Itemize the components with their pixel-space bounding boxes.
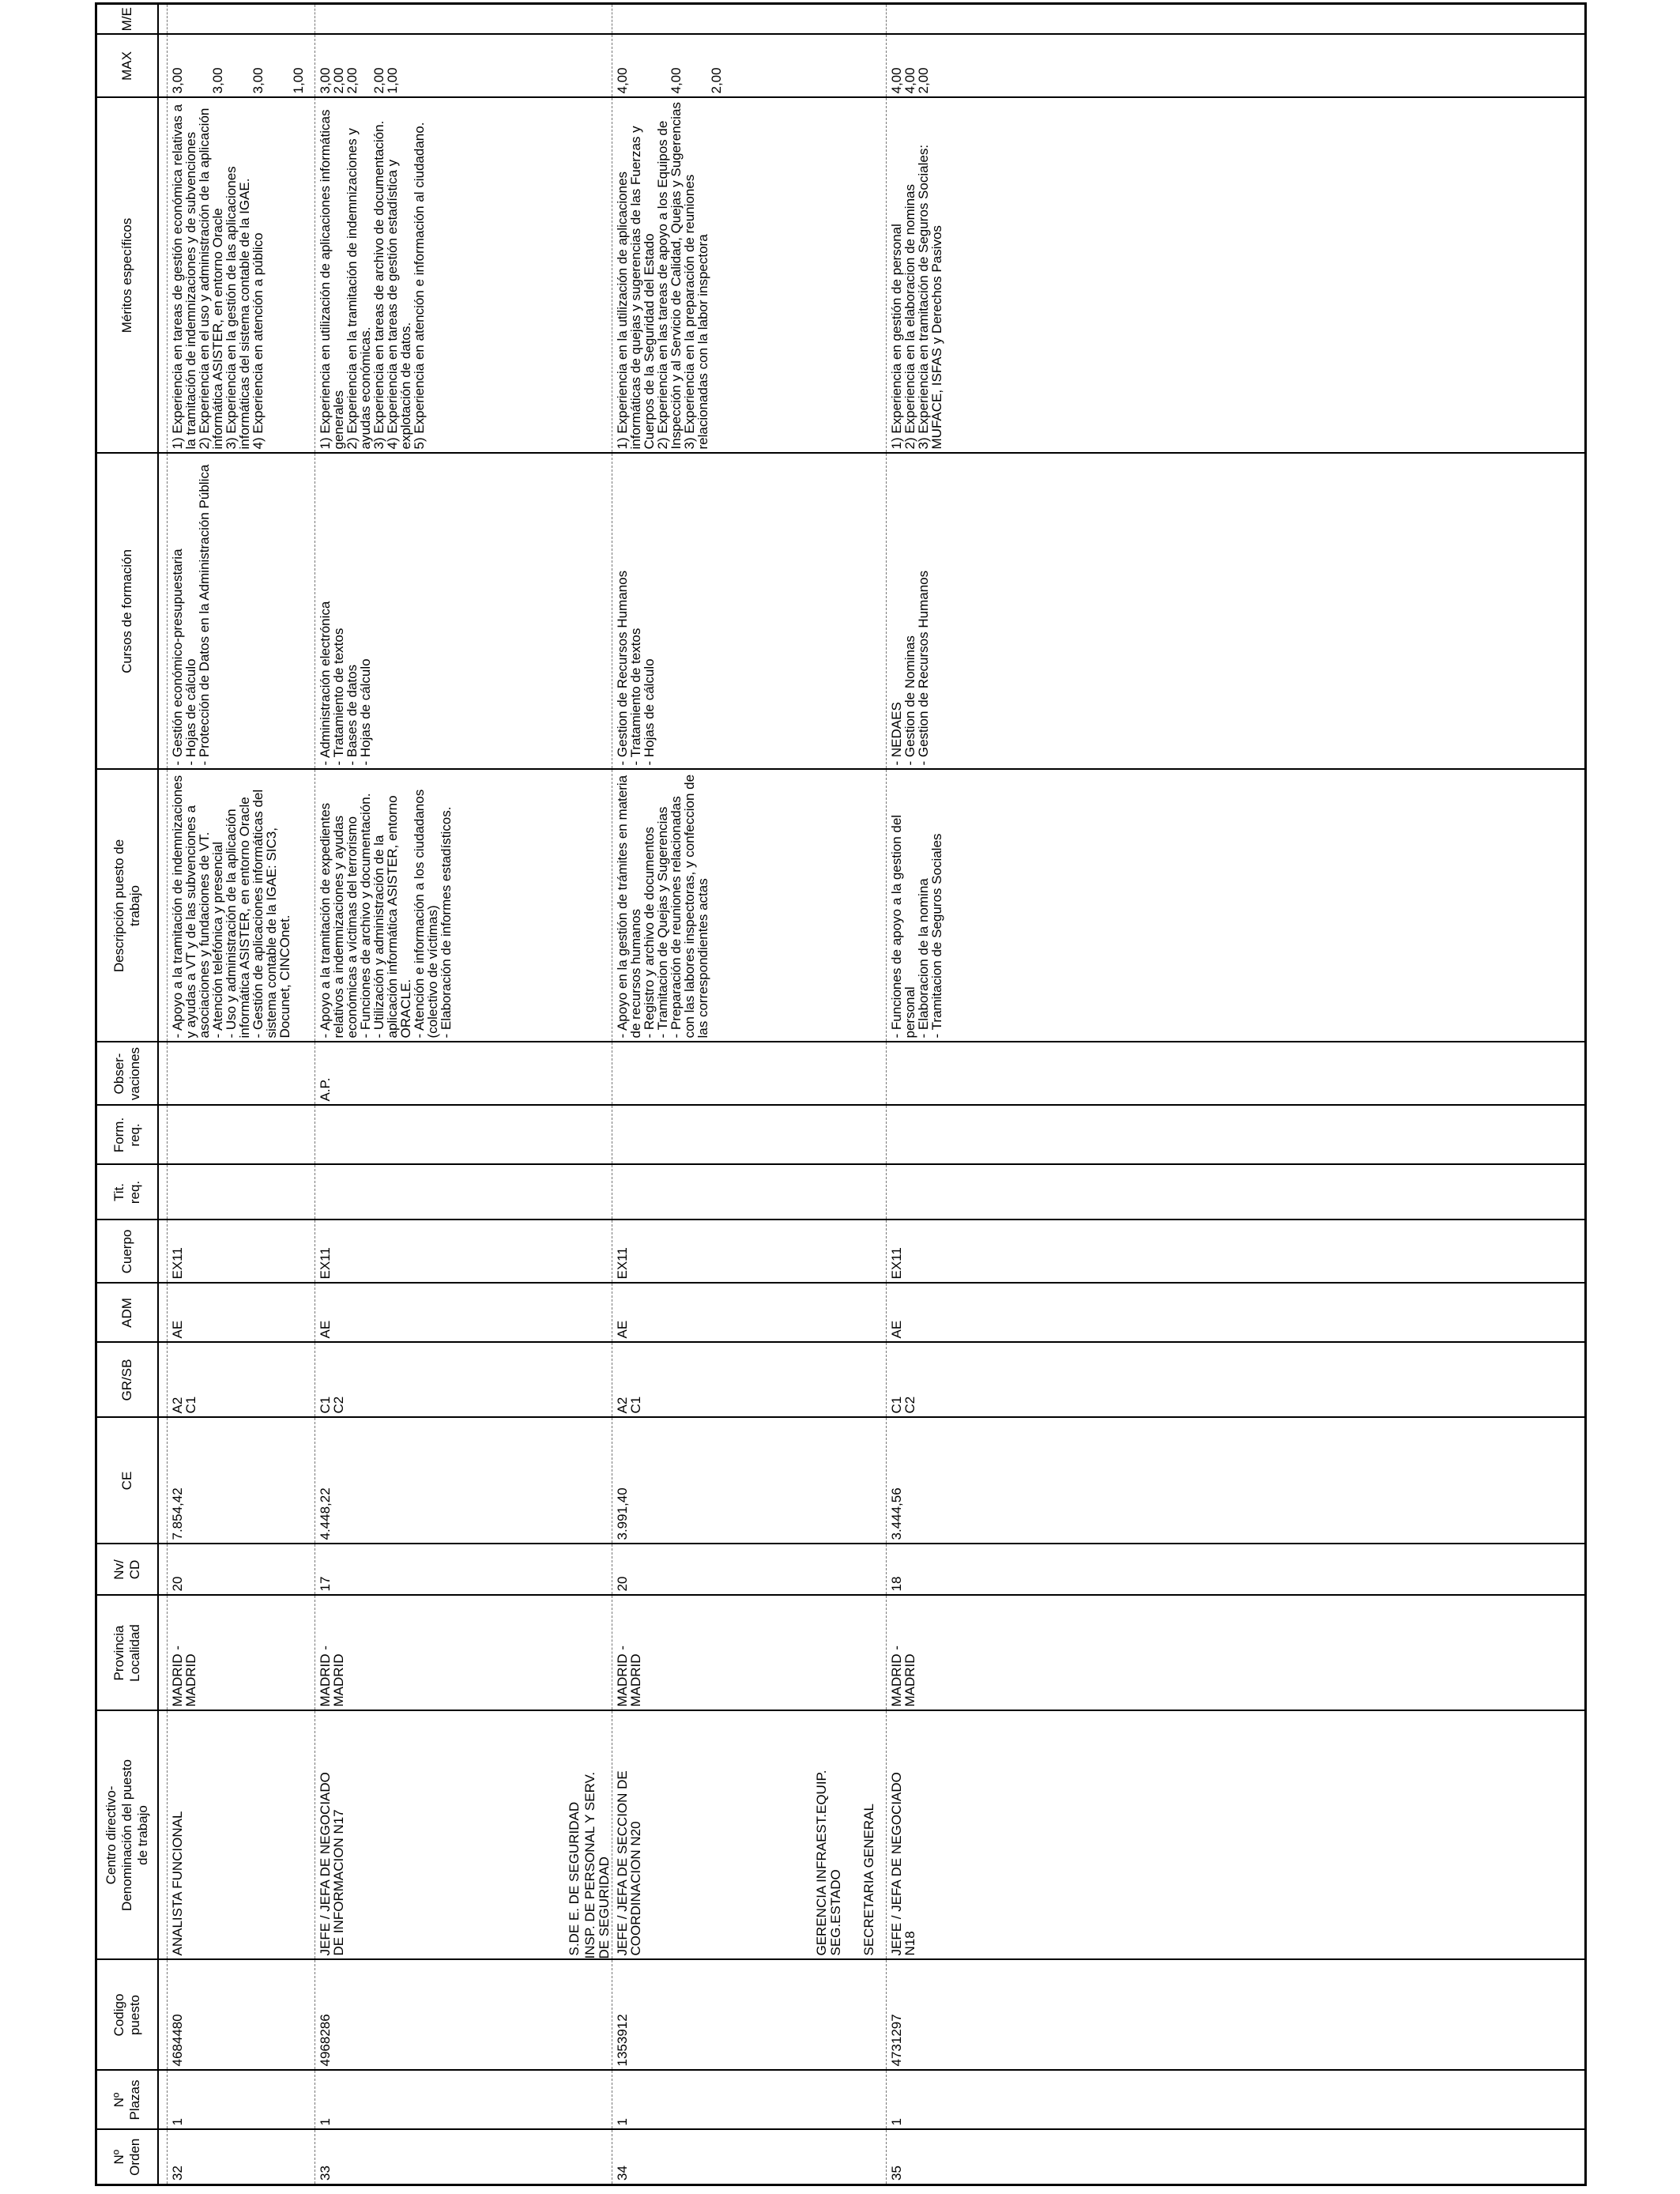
grsb-cell: A2 C1 (612, 1343, 879, 1418)
denominacion-cell: JEFE / JEFA DE NEGOCIADO N18 (887, 1711, 946, 1960)
max-cell: 3,00 3,00 3,00 1,00 (168, 35, 307, 98)
rotated-page (95, 5, 1593, 2186)
provincia-cell: MADRID - MADRID (168, 1596, 307, 1711)
codigo-cell: 1353912 (612, 1960, 879, 2071)
denominacion-cell: ANALISTA FUNCIONAL (168, 1711, 307, 1960)
cursos-cell: - Gestion de Recursos Humanos - Tratamiento de textos - Hojas de cálculo (612, 454, 879, 770)
cursos-cell: - NEDAES - Gestion de Nominas - Gestion de Recursos Humanos (887, 454, 946, 770)
max-cell: 4,00 4,00 2,00 (887, 35, 946, 98)
cuerpo-cell: EX11 (887, 1220, 946, 1284)
obs-cell: A.P. (315, 1042, 584, 1106)
descripcion-cell: - Apoyo a la tramitación de expedientes relativos a indemnizaciones y ayudas económicas a víctimas del terrorismo - Funciones de archivo y documentación. - Utilización y administración de la aplicación informática ASISTER, entorno ORACLE. - Atención e información a los ciudadanos (colectivo de víctimas) - Elaboración de informes estadísticos. (315, 770, 584, 1042)
obs-cell (168, 1042, 307, 1106)
grsb-cell: C1 C2 (315, 1343, 584, 1418)
adm-cell: AE (168, 1284, 307, 1343)
denominacion-cell (315, 1711, 584, 1960)
orden-cell: 32 (168, 2130, 307, 2185)
meritos-cell: 1) Experiencia en la utilización de aplicaciones informáticas de quejas y sugerencias de las Fuerzas y Cuerpos de la Seguridad del Estado 2) Experiencia en las tareas de apoyo a los Equipos de Inspección y al Servicio de Calidad, Quejas y Sugerencias 3) Experiencia en la preparación de reuniones relacionadas con la labor inspectora (612, 98, 879, 454)
table-row (887, 4, 946, 2185)
me-cell (168, 4, 307, 35)
nivel-cell: 17 (315, 1544, 584, 1596)
adm-cell: AE (887, 1284, 946, 1343)
col-adm-header: ADM (96, 1284, 159, 1343)
nivel-cell: 18 (887, 1544, 946, 1596)
col-form-header: Form. req. (96, 1106, 159, 1165)
cuerpo-cell: EX11 (168, 1220, 307, 1284)
col-grsb-header: GR/SB (96, 1343, 159, 1418)
col-tit-header: Tit. req. (96, 1165, 159, 1220)
me-cell (315, 4, 584, 35)
ce-cell: 7.854,42 (168, 1418, 307, 1544)
col-me-header: M/E (96, 4, 159, 35)
me-cell (612, 4, 879, 35)
descripcion-cell: - Funciones de apoyo a la gestion del personal - Elaboracion de la nomina - Tramitacion de Seguros Sociales (887, 770, 946, 1042)
col-descripcion-header: Descripción puesto de trabajo (96, 770, 159, 1042)
denominacion-text: JEFE / JEFA DE NEGOCIADO DE INFORMACION N17 (318, 1772, 346, 1956)
cursos-cell: - Administración electrónica - Tratamiento de textos - Bases de datos - Hojas de cálculo (315, 454, 584, 770)
cuerpo-cell: EX11 (612, 1220, 879, 1284)
col-denominacion-header: Centro directivo- Denominación del puesto de trabajo (96, 1711, 159, 1960)
meritos-cell: 1) Experiencia en gestión de personal 2) Experiencia en la elaboracion de nominas 3) Experiencia en tramitación de Seguros Sociales: MUFACE, ISFAS y Derechos Pasivos (887, 98, 946, 454)
nivel-cell: 20 (168, 1544, 307, 1596)
positions-table (95, 2, 1587, 2186)
form-cell (168, 1106, 307, 1165)
col-meritos-header: Méritos específicos (96, 98, 159, 454)
col-obs-header: Obser- vaciones (96, 1042, 159, 1106)
form-cell (887, 1106, 946, 1165)
denominacion-text: JEFE / JEFA DE SECCION DE COORDINACION N20 (615, 1770, 643, 1956)
ce-cell: 3.991,40 (612, 1418, 879, 1544)
tit-cell (315, 1165, 584, 1220)
group-header-secretaria: SECRETARIA GENERAL (861, 1804, 876, 1956)
table-row (168, 4, 307, 2185)
me-cell (887, 4, 946, 35)
codigo-cell: 4684480 (168, 1960, 307, 2071)
descripcion-cell: - Apoyo a la tramitación de indemnizaciones y ayudas a VT y de las subvenciones a asociaciones y fundaciones de VT. - Atención telefónica y presencial - Uso y administración de la aplicación informática ASISTER, en entorno Oracle - Gestión de aplicaciones informáticas del sistema contable de la IGAE: SIC3, Docunet, CINCOnet. (168, 770, 307, 1042)
adm-cell: AE (315, 1284, 584, 1343)
tit-cell (168, 1165, 307, 1220)
col-plazas-header: Nº Plazas (96, 2071, 159, 2130)
table-row (315, 4, 584, 2185)
ce-cell: 4.448,22 (315, 1418, 584, 1544)
obs-cell (612, 1042, 879, 1106)
plazas-cell: 1 (612, 2071, 879, 2130)
orden-cell: 35 (887, 2130, 946, 2185)
plazas-cell: 1 (887, 2071, 946, 2130)
nivel-cell: 20 (612, 1544, 879, 1596)
max-cell: 4,00 4,00 2,00 (612, 35, 879, 98)
group-header-seg-estado: S.DE E. DE SEGURIDAD (567, 1801, 582, 1956)
meritos-cell: 1) Experiencia en tareas de gestión económica relativas a la tramitación de indemnizaciones y de subvenciones 2) Experiencia en el uso y administración de la aplicación informática ASISTER, en entorno Oracle 3) Experiencia en la gestión de las aplicaciones informáticas del sistema contable de la IGAE. 4) Experiencia en atención a público (168, 98, 307, 454)
ce-cell: 3.444,56 (887, 1418, 946, 1544)
orden-cell: 33 (315, 2130, 584, 2185)
codigo-cell: 4968286 (315, 1960, 584, 2071)
cursos-cell: - Gestión económico-presupuestaria - Hojas de cálculo - Protección de Datos en la Administración Pública (168, 454, 307, 770)
orden-cell: 34 (612, 2130, 879, 2185)
tit-cell (887, 1165, 946, 1220)
meritos-cell: 1) Experiencia en utilización de aplicaciones informáticas generales 2) Experiencia en la tramitación de indemnizaciones y ayudas económicas. 3) Experiencia en tareas de archivo de documentación. 4) Experiencia en tareas de gestión estadística y explotación de datos. 5) Experiencia en atención e información al ciudadano. (315, 98, 584, 454)
obs-cell (887, 1042, 946, 1106)
plazas-cell: 1 (315, 2071, 584, 2130)
codigo-cell: 4731297 (887, 1960, 946, 2071)
grsb-cell: C1 C2 (887, 1343, 946, 1418)
col-nivel-header: Nv/ CD (96, 1544, 159, 1596)
grsb-cell: A2 C1 (168, 1343, 307, 1418)
col-cursos-header: Cursos de formación (96, 454, 159, 770)
group-header-gerencia: GERENCIA INFRAEST.EQUIP. SEG.ESTADO (814, 1770, 843, 1956)
col-ce-header: CE (96, 1418, 159, 1544)
plazas-cell: 1 (168, 2071, 307, 2130)
form-cell (612, 1106, 879, 1165)
denominacion-cell (612, 1711, 879, 1960)
form-cell (315, 1106, 584, 1165)
col-cuerpo-header: Cuerpo (96, 1220, 159, 1284)
header-row (96, 4, 159, 2185)
descripcion-cell: - Apoyo en la gestión de trámites en materia de recursos humanos - Registro y archivo de documentos - Tramitacion de Quejas y Sugerencias - Preparación de reuniones relacionadas con las labores inspectoras, y confeccion de las correspondientes actas (612, 770, 879, 1042)
table-row (612, 4, 879, 2185)
col-codigo-header: Codigo puesto (96, 1960, 159, 2071)
tit-cell (612, 1165, 879, 1220)
provincia-cell: MADRID - MADRID (612, 1596, 879, 1711)
provincia-cell: MADRID - MADRID (315, 1596, 584, 1711)
max-cell: 3,00 2,00 2,00 2,00 1,00 (315, 35, 584, 98)
col-provincia-header: Provincia Localidad (96, 1596, 159, 1711)
adm-cell: AE (612, 1284, 879, 1343)
col-orden-header: Nº Orden (96, 2130, 159, 2185)
col-max-header: MAX (96, 35, 159, 98)
group-header-insp-personal: INSP. DE PERSONAL Y SERV. DE SEGURIDAD (583, 1711, 612, 1960)
provincia-cell: MADRID - MADRID (887, 1596, 946, 1711)
cuerpo-cell: EX11 (315, 1220, 584, 1284)
